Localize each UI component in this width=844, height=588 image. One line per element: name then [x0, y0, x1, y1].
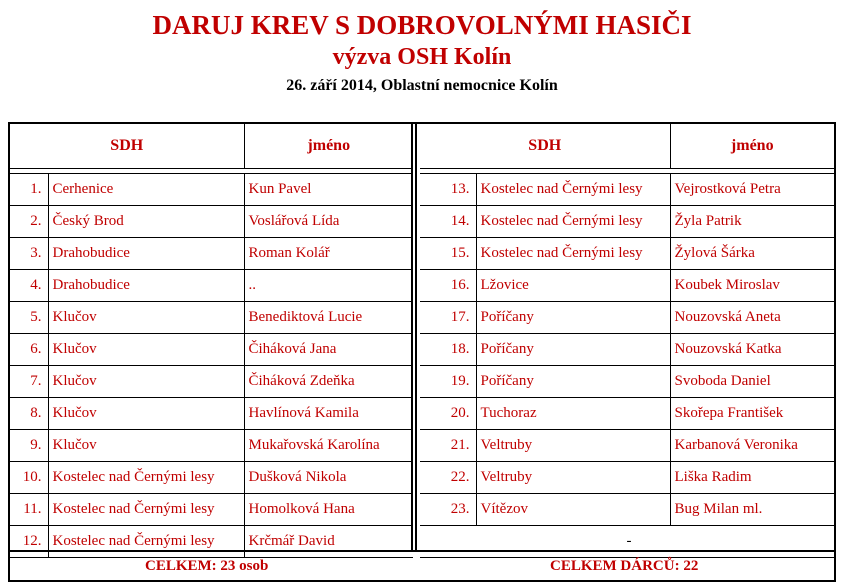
table-row — [10, 302, 413, 334]
row-number: 3. — [10, 238, 48, 270]
row-sdh: Veltruby — [476, 430, 670, 462]
table-row — [420, 334, 834, 366]
row-number: 4. — [10, 270, 48, 302]
row-name: Žylová Šárka — [670, 238, 834, 270]
donor-table-frame — [8, 122, 836, 582]
row-sdh: Kostelec nad Černými lesy — [476, 206, 670, 238]
row-number: 14. — [420, 206, 476, 238]
table-row — [420, 302, 834, 334]
row-name: Karbanová Veronika — [670, 430, 834, 462]
total-donors: CELKEM DÁRCŮ: 22 — [550, 558, 699, 574]
row-name: Kun Pavel — [244, 174, 413, 206]
row-sdh: Klučov — [48, 334, 244, 366]
row-number: 2. — [10, 206, 48, 238]
row-sdh: Poříčany — [476, 302, 670, 334]
column-header-sdh: SDH — [10, 124, 244, 169]
row-name: Homolková Hana — [244, 494, 413, 526]
row-number: 15. — [420, 238, 476, 270]
column-header-sdh: SDH — [420, 124, 670, 169]
row-number: 11. — [10, 494, 48, 526]
summary-footer — [10, 550, 834, 580]
row-name: Nouzovská Aneta — [670, 302, 834, 334]
table-row — [10, 174, 413, 206]
row-sdh: Klučov — [48, 430, 244, 462]
table-row — [420, 398, 834, 430]
page-title: DARUJ KREV S DOBROVOLNÝMI HASIČI — [152, 10, 692, 40]
table-row — [420, 430, 834, 462]
row-name: Čiháková Zdeňka — [244, 366, 413, 398]
row-name: Vejrostková Petra — [670, 174, 834, 206]
table-row — [420, 174, 834, 206]
row-name: Voslářová Lída — [244, 206, 413, 238]
column-header-name: jméno — [670, 124, 834, 169]
row-name: Bug Milan ml. — [670, 494, 834, 526]
row-sdh: Tuchoraz — [476, 398, 670, 430]
event-info: 26. září 2014, Oblastní nemocnice Kolín — [286, 77, 558, 94]
row-name: Koubek Miroslav — [670, 270, 834, 302]
row-number: 12. — [10, 526, 48, 558]
right-table-body — [420, 174, 834, 526]
row-name: Žyla Patrik — [670, 206, 834, 238]
row-name: Havlínová Kamila — [244, 398, 413, 430]
row-number: 13. — [420, 174, 476, 206]
row-number: 19. — [420, 366, 476, 398]
row-number: 18. — [420, 334, 476, 366]
row-number: 21. — [420, 430, 476, 462]
table-row — [10, 430, 413, 462]
table-row — [10, 398, 413, 430]
row-sdh: Kostelec nad Černými lesy — [48, 526, 244, 558]
row-number: 16. — [420, 270, 476, 302]
row-number: 9. — [10, 430, 48, 462]
row-number: 17. — [420, 302, 476, 334]
row-number: 8. — [10, 398, 48, 430]
column-header-name: jméno — [244, 124, 413, 169]
row-number: 23. — [420, 494, 476, 526]
right-donor-table — [420, 124, 834, 558]
row-name: Dušková Nikola — [244, 462, 413, 494]
row-sdh: Poříčany — [476, 334, 670, 366]
table-row — [420, 494, 834, 526]
page-subtitle: výzva OSH Kolín — [332, 44, 512, 70]
table-row — [10, 494, 413, 526]
table-row — [420, 462, 834, 494]
left-table-panel — [10, 124, 413, 550]
row-sdh: Cerhenice — [48, 174, 244, 206]
table-row — [10, 206, 413, 238]
row-sdh: Drahobudice — [48, 270, 244, 302]
row-number: 22. — [420, 462, 476, 494]
table-row — [10, 270, 413, 302]
row-sdh: Kostelec nad Černými lesy — [476, 174, 670, 206]
table-row — [10, 238, 413, 270]
table-row — [420, 270, 834, 302]
table-row — [10, 366, 413, 398]
row-sdh: Vítězov — [476, 494, 670, 526]
row-name: Krčmář David — [244, 526, 413, 558]
column-separator — [411, 124, 417, 550]
table-row — [10, 462, 413, 494]
row-sdh: Klučov — [48, 398, 244, 430]
table-row — [10, 334, 413, 366]
empty-row-dash: - — [420, 526, 834, 558]
row-number: 6. — [10, 334, 48, 366]
row-number: 1. — [10, 174, 48, 206]
table-row — [420, 238, 834, 270]
row-name: Nouzovská Katka — [670, 334, 834, 366]
row-sdh: Drahobudice — [48, 238, 244, 270]
row-sdh: Klučov — [48, 366, 244, 398]
row-name: Liška Radim — [670, 462, 834, 494]
row-sdh: Kostelec nad Černými lesy — [48, 462, 244, 494]
row-sdh: Český Brod — [48, 206, 244, 238]
row-sdh: Veltruby — [476, 462, 670, 494]
table-row — [420, 206, 834, 238]
row-number: 7. — [10, 366, 48, 398]
row-name: Skořepa František — [670, 398, 834, 430]
right-table-panel — [420, 124, 834, 550]
row-sdh: Klučov — [48, 302, 244, 334]
row-name: Benediktová Lucie — [244, 302, 413, 334]
row-sdh: Kostelec nad Černými lesy — [476, 238, 670, 270]
row-name: Čiháková Jana — [244, 334, 413, 366]
row-sdh: Lžovice — [476, 270, 670, 302]
table-row — [420, 366, 834, 398]
row-name: Roman Kolář — [244, 238, 413, 270]
row-sdh: Poříčany — [476, 366, 670, 398]
row-sdh: Kostelec nad Černými lesy — [48, 494, 244, 526]
row-number: 5. — [10, 302, 48, 334]
row-number: 20. — [420, 398, 476, 430]
left-table-body — [10, 174, 413, 558]
total-people: CELKEM: 23 osob — [145, 558, 269, 574]
row-number: 10. — [10, 462, 48, 494]
row-name: .. — [244, 270, 413, 302]
row-name: Mukařovská Karolína — [244, 430, 413, 462]
row-name: Svoboda Daniel — [670, 366, 834, 398]
left-donor-table — [10, 124, 413, 558]
